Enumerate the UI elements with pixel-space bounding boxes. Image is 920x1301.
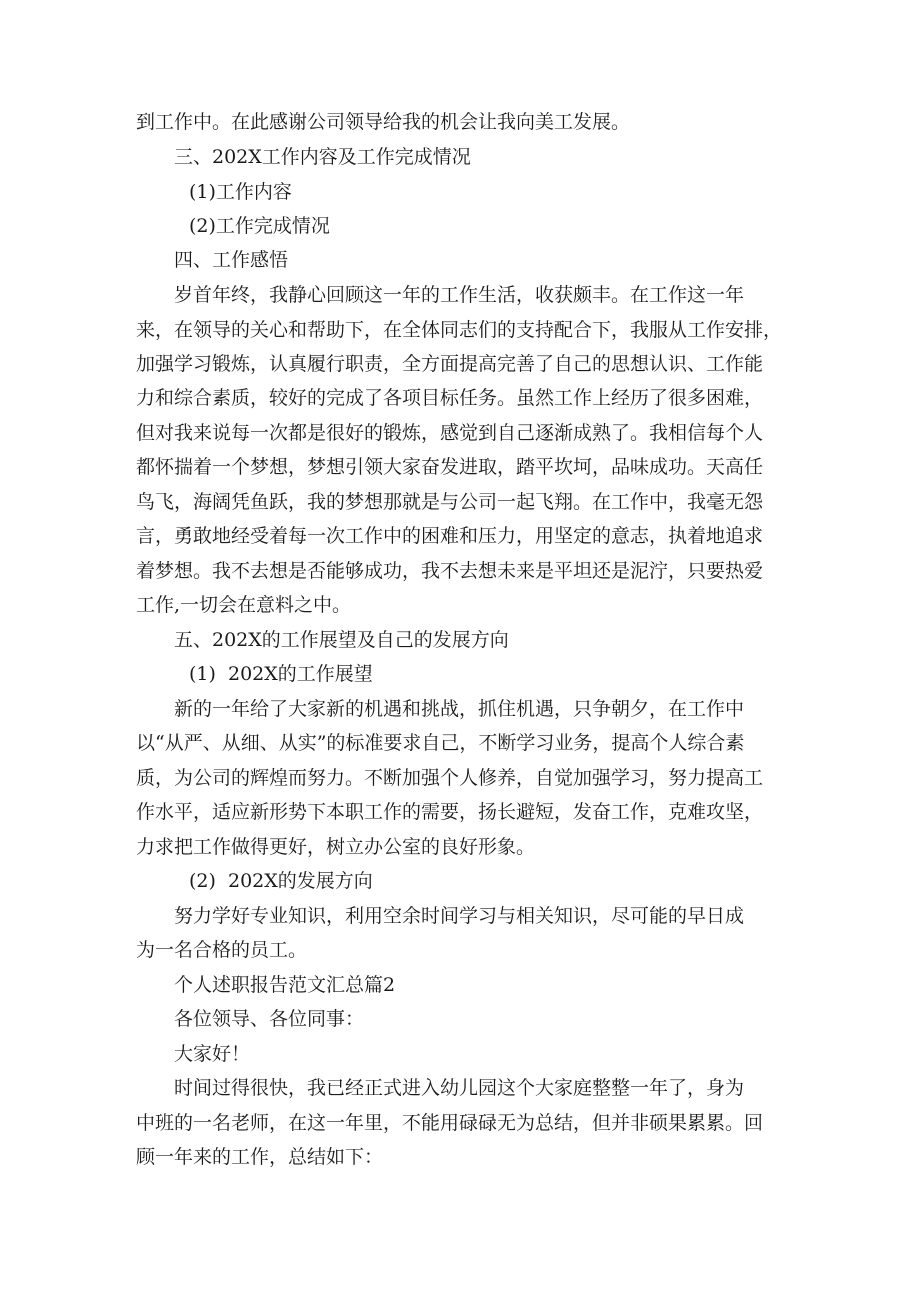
- paragraph-line: 加强学习锻炼，认真履行职责，全方面提高完善了自己的思想认识、工作能: [136, 353, 764, 375]
- paragraph-line: 中班的一名老师，在这一年里，不能用碌碌无为总结，但并非硕果累累。回: [136, 1112, 764, 1134]
- subsection-heading: (1) 202X的工作展望: [189, 663, 373, 685]
- paragraph-line: 力和综合素质，较好的完成了各项目标任务。虽然工作上经历了很多困难，: [136, 387, 764, 409]
- paragraph-line: 力求把工作做得更好，树立办公室的良好形象。: [136, 836, 536, 858]
- paragraph-line: 以“从严、从细、从实”的标准要求自己，不断学习业务，提高个人综合素: [136, 732, 745, 754]
- salutation: 各位领导、各位同事：: [174, 1008, 365, 1030]
- paragraph-line: 顾一年来的工作，总结如下：: [136, 1146, 384, 1168]
- subsection-heading: (2) 202X的发展方向: [189, 870, 373, 892]
- subsection-heading: (2)工作完成情况: [189, 215, 330, 237]
- paragraph-line: 新的一年给了大家新的机遇和挑战，抓住机遇，只争朝夕，在工作中: [174, 698, 745, 720]
- paragraph-line: 努力学好专业知识，利用空余时间学习与相关知识，尽可能的早日成: [174, 905, 745, 927]
- section-heading: 三、202X工作内容及工作完成情况: [174, 146, 471, 168]
- paragraph-line: 鸟飞，海阔凭鱼跃，我的梦想那就是与公司一起飞翔。在工作中，我毫无怨: [136, 491, 764, 513]
- paragraph-line: 工作,一切会在意料之中。: [136, 594, 352, 616]
- paragraph-line: 着梦想。我不去想是否能够成功，我不去想未来是平坦还是泥泞，只要热爱: [136, 560, 764, 582]
- paragraph-line: 都怀揣着一个梦想，梦想引领大家奋发进取，踏平坎坷，品味成功。天高任: [136, 456, 764, 478]
- paragraph-line: 作水平，适应新形势下本职工作的需要，扬长避短，发奋工作，克难攻坚，: [136, 801, 764, 823]
- article-title: 个人述职报告范文汇总篇2: [174, 974, 396, 996]
- section-heading: 四、工作感悟: [174, 249, 289, 271]
- paragraph-line: 质，为公司的辉煌而努力。不断加强个人修养，自觉加强学习，努力提高工: [136, 767, 764, 789]
- paragraph-line: 来，在领导的关心和帮助下，在全体同志们的支持配合下，我服从工作安排，: [136, 319, 783, 341]
- paragraph-line: 为一名合格的员工。: [136, 939, 308, 961]
- paragraph-line: 但对我来说每一次都是很好的锻炼，感觉到自己逐渐成熟了。我相信每个人: [136, 422, 764, 444]
- greeting: 大家好！: [174, 1043, 251, 1065]
- subsection-heading: (1)工作内容: [189, 181, 292, 203]
- paragraph-line: 岁首年终，我静心回顾这一年的工作生活，收获颇丰。在工作这一年: [174, 284, 745, 306]
- paragraph-line: 言，勇敢地经受着每一次工作中的困难和压力，用坚定的意志，执着地追求: [136, 525, 764, 547]
- paragraph-line: 到工作中。在此感谢公司领导给我的机会让我向美工发展。: [136, 111, 631, 133]
- section-heading: 五、202X的工作展望及自己的发展方向: [174, 629, 509, 651]
- paragraph-line: 时间过得很快，我已经正式进入幼儿园这个大家庭整整一年了，身为: [174, 1077, 745, 1099]
